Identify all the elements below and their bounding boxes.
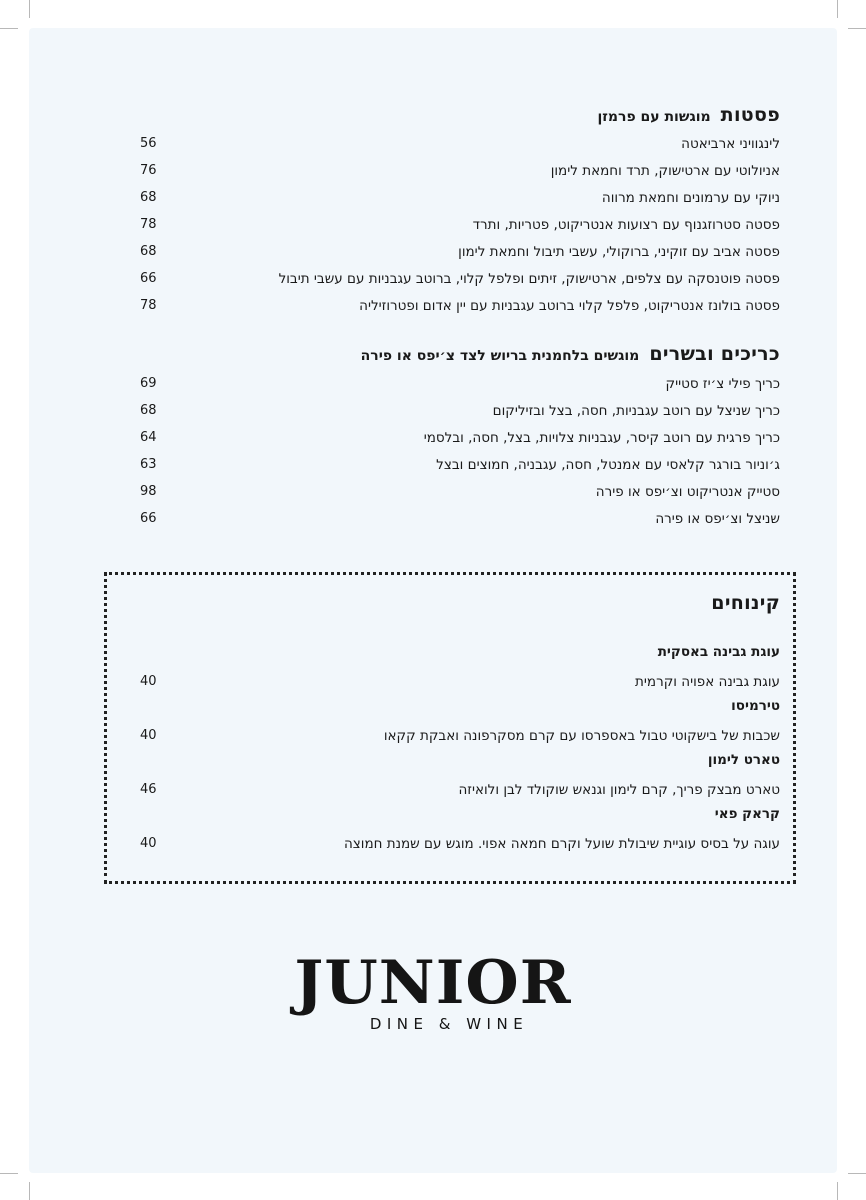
sandwiches-heading: [361, 343, 780, 365]
sandwiches-section: [140, 343, 780, 533]
junior-logo: [0, 950, 866, 1032]
item-name: כריך פילי צ׳יז סטייק: [665, 376, 780, 392]
menu-item: [140, 161, 780, 181]
sandwiches-subtitle: מוגשים בלחמנית בריוש לצד צ׳יפס או פירה: [360, 348, 640, 364]
item-name: פסטה סטרוזגנוף עם רצועות אנטריקוט, פטריות, ותרד: [472, 217, 780, 233]
item-name: סטייק אנטריקוט וצ׳יפס או פירה: [595, 484, 780, 500]
crop-mark: [848, 1173, 866, 1174]
crop-mark: [29, 0, 30, 18]
item-price: 98: [140, 484, 157, 499]
item-name: שניצל וצ׳יפס או פירה: [655, 511, 780, 527]
item-price: 78: [140, 298, 157, 313]
item-price: 68: [140, 403, 157, 418]
crop-mark: [0, 28, 18, 29]
item-price: 69: [140, 376, 157, 391]
item-name: פסטה פוטנסקה עם צלפים, ארטישוק, זיתים ופלפל קלוי, ברוטב עגבניות עם עשבי תיבול: [278, 271, 780, 287]
pasta-title: פסטות: [720, 104, 780, 126]
item-price: 56: [140, 136, 157, 151]
pasta-section: [140, 104, 780, 324]
menu-item: [140, 834, 780, 854]
menu-item: [140, 269, 780, 289]
item-name: אניולוטי עם ארטישוק, תרד וחמאת לימון: [550, 163, 780, 179]
item-price: 66: [140, 271, 157, 286]
menu-item: [140, 509, 780, 529]
dessert-title: טארט לימון: [707, 752, 780, 768]
item-name: לינגוויני ארביאטה: [681, 136, 780, 152]
item-description: טארט מבצק פריך, קרם לימון וגנאש שוקולד לבן ולואיזה: [458, 782, 780, 798]
menu-item: [140, 296, 780, 316]
item-name: ג׳וניור בורגר קלאסי עם אמנטל, חסה, עגבניה, חמוצים ובצל: [436, 457, 780, 473]
menu-item: [140, 482, 780, 502]
desserts-title: קינוחים: [711, 592, 780, 614]
pasta-subtitle: מוגשות עם פרמזן: [597, 109, 711, 125]
dessert-title: טירמיסו: [731, 698, 780, 714]
item-price: 66: [140, 511, 157, 526]
crop-mark: [837, 0, 838, 18]
item-description: עוגה על בסיס עוגיית שיבולת שועל וקרם חמאה אפוי. מוגש עם שמנת חמוצה: [343, 836, 780, 852]
menu-item: [140, 428, 780, 448]
dessert-title: קראק פאי: [714, 806, 780, 822]
menu-item: [140, 188, 780, 208]
item-description: שכבות של בישקוטי טבול באספרסו עם קרם מסקרפונה ואבקת קקאו: [383, 728, 780, 744]
item-price: 46: [140, 782, 157, 797]
desserts-section: [140, 592, 780, 862]
item-price: 78: [140, 217, 157, 232]
menu-item: [140, 780, 780, 800]
item-description: עוגת גבינה אפויה וקרמית: [635, 674, 780, 690]
item-price: 64: [140, 430, 157, 445]
pasta-heading: [597, 104, 780, 126]
item-name: כריך שניצל עם רוטב עגבניות, חסה, בצל ובזיליקום: [492, 403, 780, 419]
menu-item: [140, 726, 780, 746]
item-price: 40: [140, 728, 157, 743]
item-price: 76: [140, 163, 157, 178]
desserts-heading: [711, 592, 780, 614]
dessert-title: עוגת גבינה באסקית: [657, 644, 780, 660]
item-name: כריך פרגית עם רוטב קיסר, עגבניות צלויות, בצל, חסה, ובלסמי: [423, 430, 780, 446]
item-price: 68: [140, 190, 157, 205]
logo-tagline: DINE & WINE: [369, 1015, 529, 1033]
logo-wordmark: JUNIOR: [294, 948, 572, 1018]
item-price: 63: [140, 457, 157, 472]
menu-item: [140, 215, 780, 235]
menu-item: [140, 455, 780, 475]
item-price: 40: [140, 674, 157, 689]
item-name: ניוקי עם ערמונים וחמאת מרווה: [601, 190, 780, 206]
menu-item: [140, 672, 780, 692]
crop-mark: [0, 1173, 18, 1174]
crop-mark: [29, 1182, 30, 1200]
sandwiches-title: כריכים ובשרים: [649, 343, 780, 365]
item-name: פסטה בולונז אנטריקוט, פלפל קלוי ברוטב עגבניות עם יין אדום ופטרוזיליה: [359, 298, 780, 314]
menu-item: [140, 134, 780, 154]
crop-mark: [837, 1182, 838, 1200]
item-price: 68: [140, 244, 157, 259]
menu-item: [140, 242, 780, 262]
item-price: 40: [140, 836, 157, 851]
menu-item: [140, 401, 780, 421]
item-name: פסטה אביב עם זוקיני, ברוקולי, עשבי תיבול וחמאת לימון: [458, 244, 780, 260]
menu-item: [140, 374, 780, 394]
crop-mark: [848, 28, 866, 29]
